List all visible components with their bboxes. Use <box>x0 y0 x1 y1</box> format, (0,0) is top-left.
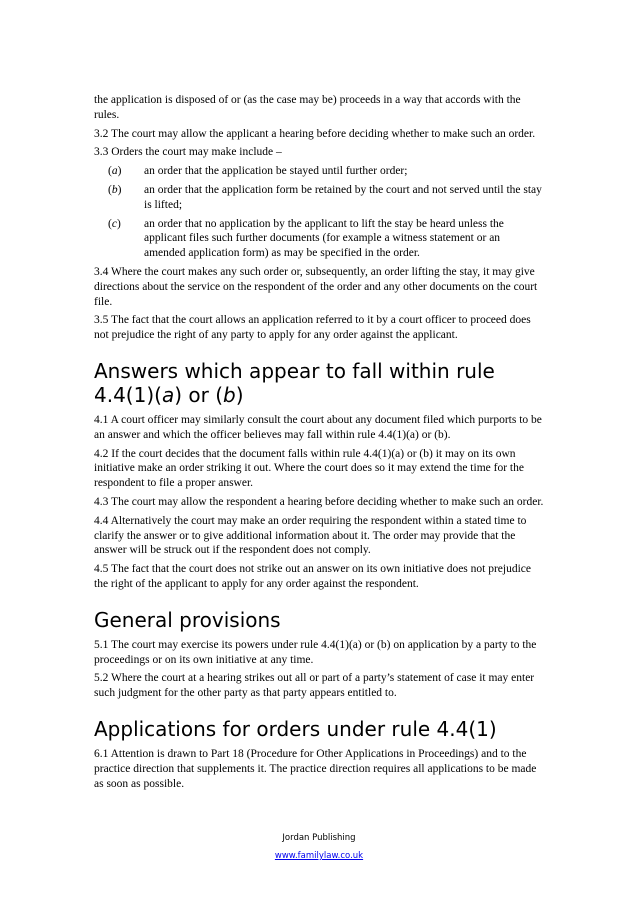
paragraph-4-3: 4.3 The court may allow the respondent a hearing before deciding whether to make such an order. <box>94 495 544 508</box>
paragraph-5-2: 5.2 Where the court at a hearing strikes out all or part of a party’s statement of case it may enter such judgment for the other party as that party appears entitled to. <box>94 672 535 700</box>
footer-url-link[interactable]: www.familylaw.co.uk <box>274 851 364 861</box>
paragraph-4-2: 4.2 If the court decides that the document falls within rule 4.4(1)(a) or (b) it may on its own initiative make an order striking it out. Where the court does so it may extend the time for the respondent to file a proper answer. <box>94 447 524 490</box>
paragraph-6-1: 6.1 Attention is drawn to Part 18 (Procedure for Other Applications in Proceedings) and to the practice direction that supplements it. The practice direction requires all applications to be made as soon as possible. <box>94 747 537 790</box>
paragraph-4-1: 4.1 A court officer may similarly consult the court about any document filed which purports to be an answer and which the officer believes may fall within rule 4.4(1)(a) or (b). <box>94 413 542 441</box>
list-label: (b) <box>108 183 122 196</box>
heading-applications: Applications for orders under rule 4.4(1) <box>94 716 497 741</box>
list-item-c <box>94 217 544 261</box>
paragraph-5-1: 5.1 The court may exercise its powers under rule 4.4(1)(a) or (b) on application by a party to the proceedings or on its own initiative at any time. <box>94 638 537 666</box>
heading-general-provisions: General provisions <box>94 607 281 632</box>
list-text: an order that no application by the applicant to lift the stay be heard unless the applicant files such further documents (for example a witness statement or an amended application form) as may be specified in the order. <box>144 217 504 260</box>
paragraph-3-5: 3.5 The fact that the court allows an application referred to it by a court officer to proceed does not prejudice the right of any party to apply for any order against the applicant. <box>94 314 531 342</box>
footer-publisher: Jordan Publishing <box>282 833 356 843</box>
footer-url-container <box>0 851 638 861</box>
heading-answers: Answers which appear to fall within rule 4.4(1)(a) or (b) <box>94 358 495 407</box>
paragraph-3-4: 3.4 Where the court makes any such order or, subsequently, an order lifting the stay, it may give directions about the service on the respondent of the order and any other documents on the court file. <box>94 265 538 308</box>
paragraph-continuation: the application is disposed of or (as the case may be) proceeds in a way that accords with the rules. <box>94 94 521 121</box>
list-label: (c) <box>108 217 121 230</box>
paragraph-4-4: 4.4 Alternatively the court may make an order requiring the respondent within a stated time to clarify the answer or to give additional information about it. The order may provide that the answer will be struck out if the respondent does not comply. <box>94 514 527 557</box>
list-item-a <box>94 164 544 179</box>
paragraph-3-3: 3.3 Orders the court may make include – <box>94 146 282 159</box>
list-text: an order that the application form be retained by the court and not served until the stay is lifted; <box>144 183 542 211</box>
document-body <box>94 93 544 795</box>
list-item-b <box>94 183 544 213</box>
paragraph-4-5: 4.5 The fact that the court does not strike out an answer on its own initiative does not prejudice the right of the applicant to apply for any order against the respondent. <box>94 563 531 590</box>
paragraph-3-2: 3.2 The court may allow the applicant a hearing before deciding whether to make such an order. <box>94 127 536 140</box>
list-text: an order that the application be stayed until further order; <box>144 165 408 178</box>
list-label: (a) <box>108 165 122 178</box>
